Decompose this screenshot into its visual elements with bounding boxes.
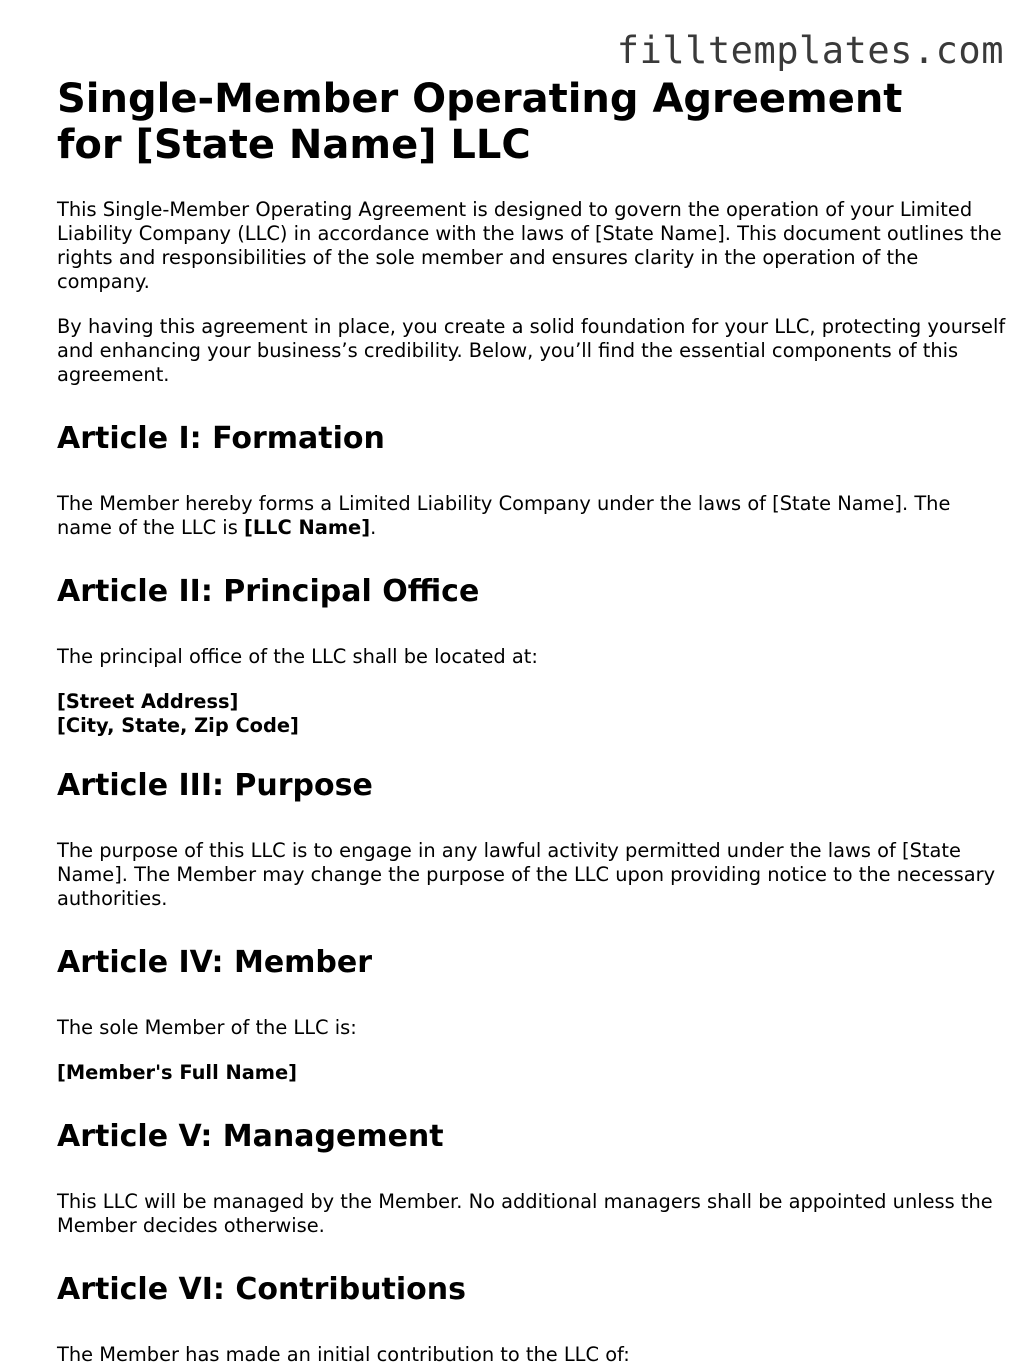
article-heading: Article V: Management [57, 1119, 444, 1154]
article-member [57, 945, 1007, 1085]
article-text: The purpose of this LLC is to engage in any lawful activity permitted under the laws of [State Name]. The Member may change the purpose of the LLC upon providing notice to the necessary authorities. [57, 839, 996, 910]
title-line-2: for [State Name] LLC [57, 122, 531, 168]
llc-name-field: [LLC Name] [243, 516, 371, 539]
article-formation [57, 421, 1007, 540]
city-state-zip-field: [City, State, Zip Code] [57, 714, 299, 737]
article-heading: Article III: Purpose [57, 768, 373, 803]
article-text: The principal office of the LLC shall be located at: [57, 645, 538, 668]
article-text: This LLC will be managed by the Member. No additional managers shall be appointed unless the Member decides otherwise. [57, 1190, 993, 1237]
article-heading: Article VI: Contributions [57, 1272, 466, 1307]
document-title [57, 76, 1007, 168]
article-heading: Article II: Principal Office [57, 574, 480, 609]
intro-paragraph-2: By having this agreement in place, you create a solid foundation for your LLC, protecting yourself and enhancing your business’s credibility. Below, you’ll find the essential components of this agreement. [57, 315, 1006, 386]
site-watermark: filltemplates.com [616, 29, 1004, 72]
title-line-1: Single-Member Operating Agreement [57, 76, 903, 122]
article-heading: Article IV: Member [57, 945, 373, 980]
article-text: The Member has made an initial contribution to the LLC of: [57, 1343, 630, 1366]
street-address-field: [Street Address] [57, 690, 239, 713]
formation-text: The Member hereby forms a Limited Liability Company under the laws of [State Name]. The name of the LLC is [57, 492, 951, 539]
intro-paragraph-1: This Single-Member Operating Agreement is designed to govern the operation of your Limited Liability Company (LLC) in accordance with the laws of [State Name]. This document outlines the rights and responsibilities of the sole member and ensures clarity in the operation of the company. [57, 198, 1002, 293]
document-page [57, 76, 1007, 1367]
article-purpose [57, 768, 1007, 911]
member-name-field: [Member's Full Name] [57, 1061, 297, 1084]
article-heading: Article I: Formation [57, 421, 385, 456]
article-principal-office [57, 574, 1007, 738]
article-management [57, 1119, 1007, 1238]
article-text [57, 492, 1007, 540]
formation-text-end: . [370, 516, 377, 539]
article-contributions [57, 1272, 1007, 1367]
article-text: The sole Member of the LLC is: [57, 1016, 357, 1039]
